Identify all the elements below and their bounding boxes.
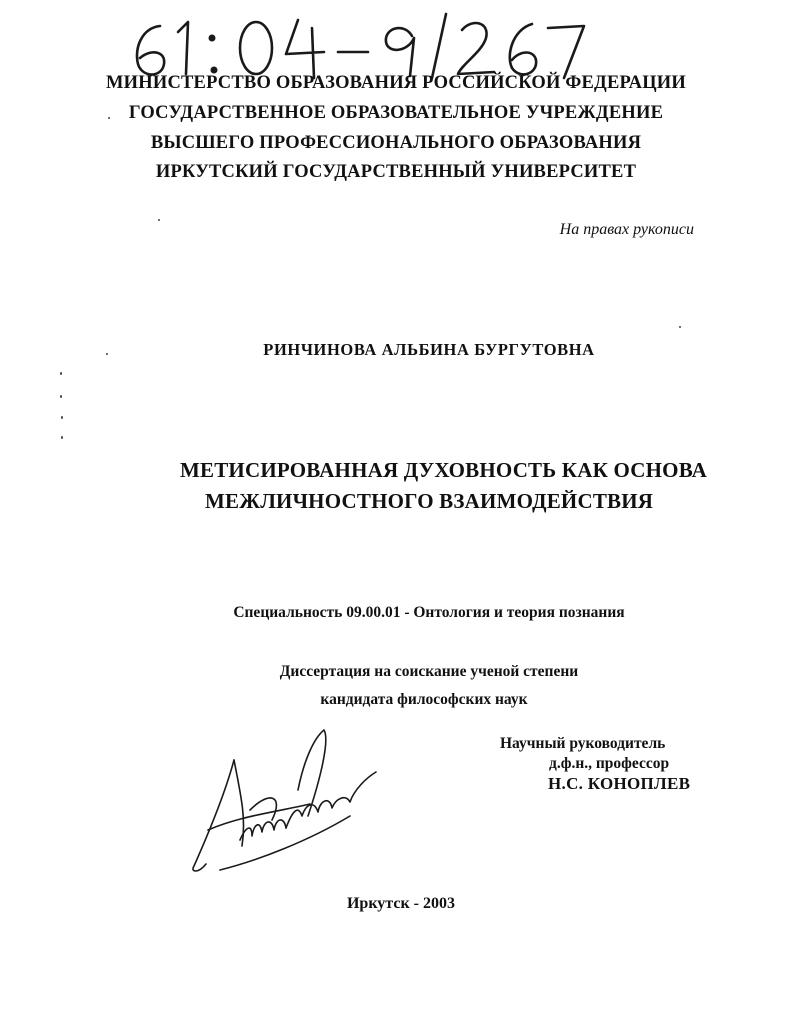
scan-speck [106, 353, 108, 355]
institution-line-3: ВЫСШЕГО ПРОФЕССИОНАЛЬНОГО ОБРАЗОВАНИЯ [150, 133, 642, 153]
city-year: Иркутск - 2003 [346, 895, 456, 912]
institution-line-1: МИНИСТЕРСТВО ОБРАЗОВАНИЯ РОССИЙСКОЙ ФЕДЕРАЦИИ [106, 73, 686, 93]
scan-speck [60, 395, 62, 398]
specialty: Специальность 09.00.01 - Онтология и теория познания [233, 604, 625, 621]
author-signature [180, 720, 380, 880]
scan-speck [158, 219, 160, 221]
title-line-1: МЕТИСИРОВАННАЯ ДУХОВНОСТЬ КАК ОСНОВА [180, 458, 707, 482]
dissertation-line-2: кандидата философских наук [320, 691, 528, 708]
handwritten-archive-code [128, 8, 588, 80]
institution-line-4: ИРКУТСКИЙ ГОСУДАРСТВЕННЫЙ УНИВЕРСИТЕТ [155, 162, 637, 182]
author-name: РИНЧИНОВА АЛЬБИНА БУРГУТОВНА [263, 340, 595, 359]
manuscript-note: На правах рукописи [559, 221, 694, 238]
title-line-2: МЕЖЛИЧНОСТНОГО ВЗАИМОДЕЙСТВИЯ [205, 489, 654, 513]
dissertation-line-1: Диссертация на соискание ученой степени [279, 663, 579, 680]
supervisor-block [500, 734, 690, 794]
supervisor-degree: д.ф.н., профессор [549, 755, 670, 772]
supervisor-name: Н.С. КОНОПЛЕВ [548, 774, 691, 793]
scan-speck [60, 372, 62, 375]
scan-speck [679, 326, 681, 328]
supervisor-role: Научный руководитель [500, 735, 666, 752]
scan-speck [61, 436, 63, 439]
scan-speck [108, 117, 110, 119]
scan-speck [61, 416, 63, 419]
institution-line-2: ГОСУДАРСТВЕННОЕ ОБРАЗОВАТЕЛЬНОЕ УЧРЕЖДЕНИЕ [128, 103, 664, 123]
